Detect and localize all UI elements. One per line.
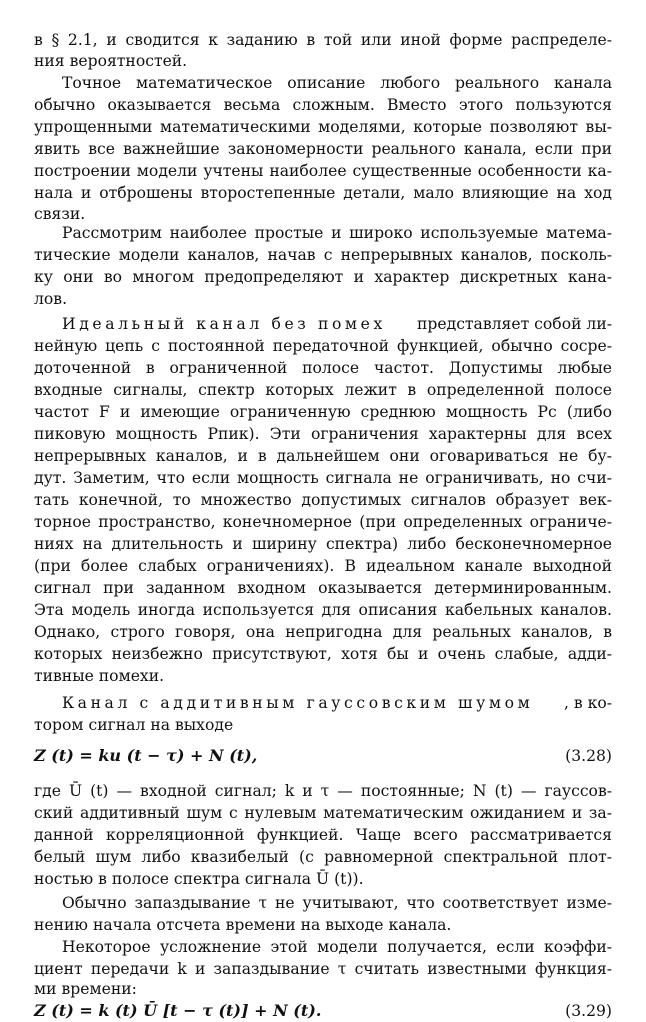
text-line: пиковую мощность Pпик). Эти ограничения характерны для всех: [34, 425, 612, 443]
text-line: которых неизбежно присутствуют, хотя бы и очень слабые, адди-: [34, 645, 612, 663]
text-line: сигнал при заданном входном оказывается детерминированным.: [34, 579, 612, 597]
text-line: доточенной в ограниченной полосе частот. Допустимы любые: [34, 359, 612, 377]
text-line: циент передачи k и запаздывание τ считать известными функция-: [34, 960, 612, 978]
text-line: в § 2.1, и сводится к заданию в той или иной форме распределе-: [34, 31, 612, 49]
text-line: связи.: [34, 205, 86, 223]
text-line: Однако, строго говоря, она непригодна для реальных каналов, в: [34, 623, 612, 641]
text-line: упрощенными математическими моделями, которые позволяют вы-: [34, 118, 612, 136]
text-line: торное пространство, конечномерное (при определенных ограниче-: [34, 513, 612, 531]
text-line: построении модели учтены наиболее существенные особенности ка-: [34, 162, 612, 180]
book-page: [34, 0, 612, 1020]
text-line: ми времени:: [34, 980, 137, 998]
text-line: частот F и имеющие ограниченную среднюю мощность Pc (либо: [34, 403, 612, 421]
text-line: нению начала отсчета времени на выходе канала.: [34, 916, 452, 934]
text-line: ния вероятностей.: [34, 52, 188, 70]
text-line: Точное математическое описание любого реального канала: [62, 74, 612, 92]
text-line: лов.: [34, 290, 68, 308]
equation-3-28: [34, 745, 612, 767]
equation-formula: Z (t) = ku (t − τ) + N (t),: [34, 746, 258, 765]
text-line: Рассмотрим наиболее простые и широко используемые матема-: [62, 224, 612, 242]
text-line: непрерывных каналов, и в дальнейшем они оговариваться не бу-: [34, 447, 612, 465]
text-line: Эта модель иногда используется для описания кабельных каналов.: [34, 601, 612, 619]
text-line: ниях на длительность и ширину спектра) либо бесконечномерное: [34, 535, 612, 553]
text-line: тивные помехи.: [34, 667, 165, 685]
text-line: белый шум либо квазибелый (с равномерной спектральной плот-: [34, 848, 612, 866]
spaced-heading: Идеальный канал без помех: [62, 315, 386, 333]
text-line: ностью в полосе спектра сигнала Ū (t)).: [34, 870, 364, 888]
equation-3-29: [34, 1000, 612, 1022]
text-line: явить все важнейшие закономерности реального канала, если при: [34, 140, 612, 158]
text-line: ку они во многом предопределяют и характер дискретных кана-: [34, 268, 612, 286]
text-line: нейную цепь с постоянной передаточной функцией, обычно сосре-: [34, 337, 612, 355]
equation-formula: Z (t) = k (t) Ū [t − τ (t)] + N (t).: [34, 1001, 322, 1020]
text-line: [62, 692, 612, 714]
text-line: данной корреляционной функцией. Чаще всего рассматривается: [34, 826, 612, 844]
text-line: где Ū (t) — входной сигнал; k и τ — постоянные; N (t) — гауссов-: [34, 782, 612, 800]
text-line: (при более слабых ограничениях). В идеальном канале выходной: [34, 557, 612, 575]
text-line: тать конечной, то множество допустимых сигналов образует век-: [34, 491, 612, 509]
equation-number: (3.29): [565, 1002, 612, 1020]
spaced-heading: Канал с аддитивным гауссовским шумом: [62, 694, 534, 712]
text-span: , в ко-: [563, 694, 612, 712]
text-line: нала и отброшены второстепенные детали, мало влияющие на ход: [34, 184, 612, 202]
text-line: дут. Заметим, что если мощность сигнала не ограничивать, но счи-: [34, 469, 612, 487]
text-span: представляет собой ли-: [416, 315, 612, 333]
text-line: ский аддитивный шум с нулевым математическим ожиданием и за-: [34, 804, 612, 822]
text-line: тические модели каналов, начав с непрерывных каналов, посколь-: [34, 246, 612, 264]
text-line: обычно оказывается весьма сложным. Вместо этого пользуются: [34, 96, 612, 114]
text-line: Некоторое усложнение этой модели получается, если коэффи-: [62, 938, 612, 956]
text-line: тором сигнал на выходе: [34, 716, 234, 734]
equation-number: (3.28): [565, 747, 612, 765]
text-line: Обычно запаздывание τ не учитывают, что соответствует изме-: [62, 894, 612, 912]
text-line: входные сигналы, спектр которых лежит в определенной полосе: [34, 381, 612, 399]
text-line: [62, 313, 612, 335]
